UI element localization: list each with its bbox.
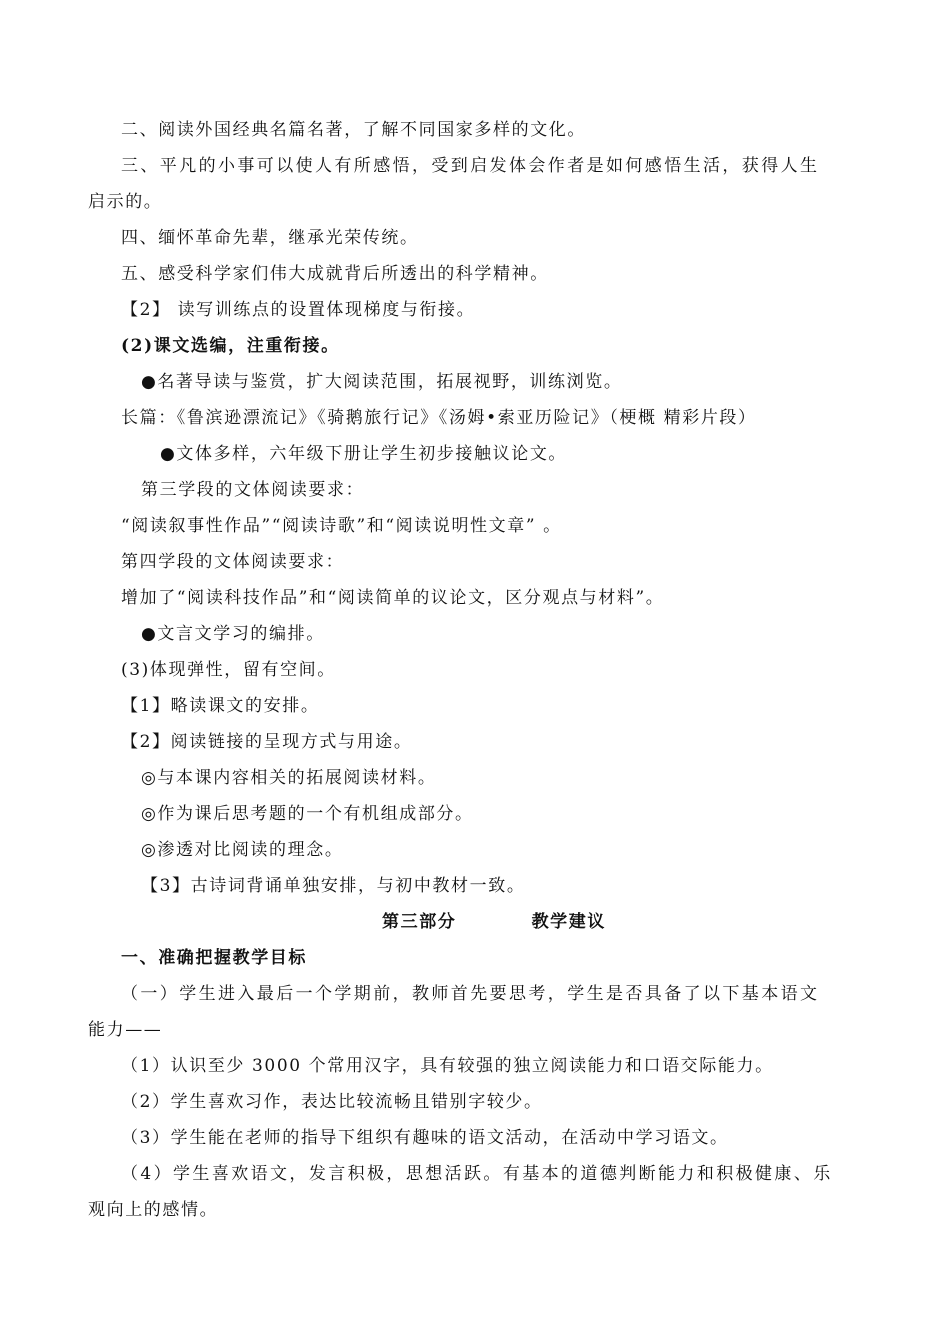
paragraph-line: （一）学生进入最后一个学期前，教师首先要思考，学生是否具备了以下基本语文 bbox=[121, 984, 820, 1004]
bullet-line: ●文言文学习的编排。 bbox=[141, 624, 325, 644]
bullet-line: ◎作为课后思考题的一个有机组成部分。 bbox=[141, 804, 474, 824]
bullet-line: ◎与本课内容相关的拓展阅读材料。 bbox=[141, 768, 437, 788]
paragraph-line: 第三学段的文体阅读要求： bbox=[141, 480, 365, 500]
paragraph-line: （4）学生喜欢语文，发言积极，思想活跃。有基本的道德判断能力和积极健康、乐 bbox=[121, 1164, 833, 1184]
paragraph-line: “阅读叙事性作品”“阅读诗歌”和“阅读说明性文章” 。 bbox=[121, 516, 562, 536]
part-heading: 第三部分 教学建议 bbox=[382, 912, 606, 932]
paragraph-line: 长篇：《鲁滨逊漂流记》《骑鹅旅行记》《汤姆•索亚历险记》（梗概 精彩片段） bbox=[121, 408, 757, 428]
bullet-line: ●文体多样，六年级下册让学生初步接触议论文。 bbox=[160, 444, 568, 464]
paragraph-line: （2）学生喜欢习作，表达比较流畅且错别字较少。 bbox=[121, 1092, 543, 1112]
paragraph-line: 增加了“阅读科技作品”和“阅读简单的议论文，区分观点与材料”。 bbox=[121, 588, 665, 608]
paragraph-line: 二、阅读外国经典名篇名著，了解不同国家多样的文化。 bbox=[121, 120, 586, 140]
paragraph-line: 启示的。 bbox=[88, 192, 163, 212]
paragraph-line: 观向上的感情。 bbox=[88, 1200, 219, 1220]
paragraph-line: （1）认识至少 3000 个常用汉字，具有较强的独立阅读能力和口语交际能力。 bbox=[121, 1056, 774, 1076]
paragraph-line: 【2】 读写训练点的设置体现梯度与衔接。 bbox=[121, 300, 476, 320]
paragraph-line: 【1】略读课文的安排。 bbox=[121, 696, 320, 716]
paragraph-line: （3）学生能在老师的指导下组织有趣味的语文活动，在活动中学习语文。 bbox=[121, 1128, 729, 1148]
paragraph-line: 能力—— bbox=[88, 1020, 163, 1040]
paragraph-line: 【3】古诗词背诵单独安排，与初中教材一致。 bbox=[141, 876, 526, 896]
paragraph-line: 三、平凡的小事可以使人有所感悟，受到启发体会作者是如何感悟生活，获得人生 bbox=[121, 156, 820, 176]
section-subheading: (2)课文选编，注重衔接。 bbox=[121, 336, 340, 356]
paragraph-line: (3)体现弹性，留有空间。 bbox=[121, 660, 336, 680]
bullet-line: ●名著导读与鉴赏，扩大阅读范围，拓展视野，训练浏览。 bbox=[141, 372, 623, 392]
paragraph-line: 五、感受科学家们伟大成就背后所透出的科学精神。 bbox=[121, 264, 549, 284]
paragraph-line: 四、缅怀革命先辈，继承光荣传统。 bbox=[121, 228, 419, 248]
paragraph-line: 第四学段的文体阅读要求： bbox=[121, 552, 345, 572]
bullet-line: ◎渗透对比阅读的理念。 bbox=[141, 840, 344, 860]
section-heading: 一、准确把握教学目标 bbox=[121, 948, 307, 968]
paragraph-line: 【2】阅读链接的呈现方式与用途。 bbox=[121, 732, 413, 752]
